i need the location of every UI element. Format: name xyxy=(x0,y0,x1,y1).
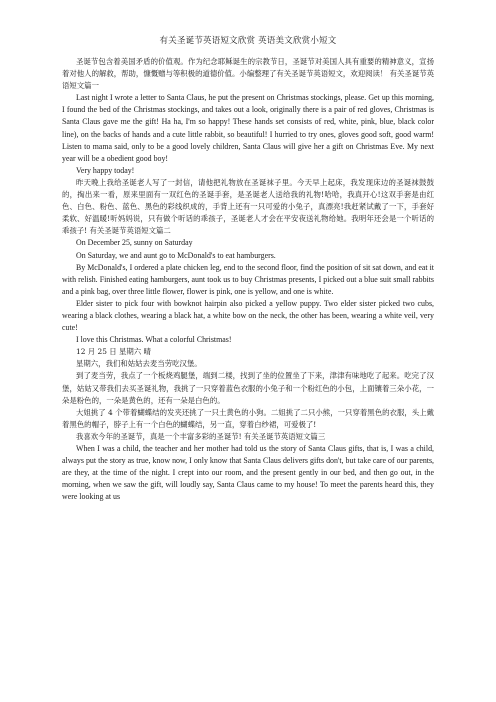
paragraph-essay3-en: When I was a child, the teacher and her mother had told us the story of Santa Claus gifts, that is, I was a child, always put the story as true, know now, I only know that Santa Claus delivers gifts don't, but take care of our parents, are they, at the time of the night. I crept into our room, and the present gently in our bed, and then go out, in the morning, when we saw the gift, will loudly say, Santa Claus came to my house! To meet the parents heard this, they were looking at us xyxy=(62,444,434,502)
document-title: 有关圣诞节英语短文欣赏 英语美文欣赏小短文 xyxy=(159,36,337,46)
paragraph-essay2-cn-body2: 大姐挑了 4 个带着蝴蝶结的发夹还挑了一只土黄色的小狗。二姐挑了二只小熊，一只穿着黑色的衣服，头上戴着黑色的帽子，脖子上有一个白色的蝴蝶结，另一直，穿着白纱裙，可爱极了! xyxy=(62,407,434,429)
paragraph-essay1-cn: 昨天晚上我给圣诞老人写了一封信，请他把礼物放在圣诞袜子里。今天早上起床，我发现床边的圣诞袜鼓鼓的，掏出来一看，原来里面有一双红色的圣诞手套，是圣诞老人送给我的礼物!哈哈，我真开心!这双手套是由红色、白色、粉色、蓝色、黑色的彩线织成的，手背上还有一只可爱的小兔子，真漂亮!我赶紧试戴了一下，手套好柔软、好温暖!听妈妈说，只有做个听话的乖孩子，圣诞老人才会在平安夜送礼物给她。我明年还会是一个听话的乖孩子! 有关圣诞节英语短文篇二 xyxy=(62,177,434,236)
paragraph-essay2-body2: Elder sister to pick four with bowknot hairpin also picked a yellow puppy. Two elder sister picked two cubs, wearing a black clothes, wearing a black hat, a white bow on the neck, the other has been, wearing a white veil, very cute! xyxy=(62,298,434,333)
paragraph-essay2-date: On December 25, sunny on Saturday xyxy=(76,238,193,248)
paragraph-essay1-en-closing: Very happy today! xyxy=(76,165,135,175)
paragraph-essay2-cn-date: 12 月 25 日 星期六 晴 xyxy=(76,347,151,357)
paragraph-essay2-cn-body1: 到了麦当劳，我点了一个板烧鸡腿堡，端到二楼，找到了坐的位置坐了下来，津津有味地吃了起来。吃完了汉堡，姑姑又带我们去买圣诞礼物，我挑了一只穿着蓝色衣服的小兔子和一个粉红色的小包，上面镶着三朵小花，一朵是粉色的，一朵是黄色的，还有一朵是白色的。 xyxy=(62,371,434,405)
paragraph-essay1-en: Last night I wrote a letter to Santa Claus, he put the present on Christmas stockings, please. Get up this morning, I found the bed of the Christmas stockings, and takes out a look, originally there is a pair of red gloves, Christmas is Santa Claus gave me the gift! Ha ha, I'm so happy! These hands set consists of red, white, pink, blue, black color line), on the backs of hands and a cute little rabbit, so beautiful! I hurried to try ones, gloves good soft, good warm! Listen to mama said, only to be a good lovely children, Santa Claus will give her a gift on Christmas Eve. My next year will be a obedient good boy! xyxy=(62,93,434,163)
paragraph-intro: 圣诞节包含着美国矛盾的价值观。作为纪念耶稣诞生的宗教节日，圣诞节对美国人具有重要的精神意义，宣扬着对他人的解救，帮助，慷慨赠与等积极的道德价值。小编整理了有关圣诞节英语短文，欢迎阅读！ 有关圣诞节英语短文篇一 xyxy=(62,57,434,91)
paragraph-essay2-cn-intro: 星期六，我们和姑姑去麦当劳吃汉堡。 xyxy=(76,359,202,369)
paragraph-essay2-closing: I love this Christmas. What a colorful Christmas! xyxy=(76,335,232,345)
paragraph-essay2-intro: On Saturday, we and aunt go to McDonald's to eat hamburgers. xyxy=(76,250,276,260)
paragraph-essay2-cn-closing: 我喜欢今年的圣诞节，真是一个丰富多彩的圣诞节! 有关圣诞节英语短文篇三 xyxy=(76,431,326,441)
paragraph-essay2-body1: By McDonald's, I ordered a plate chicken leg, end to the second floor, find the position of sit sat down, and eat it with relish. Finished eating hamburgers, aunt took us to buy Christmas presents, I picked out a blue suit small rabbits and a pink bag, over three little flower, flower is pink, one is yellow, and one is white. xyxy=(62,262,434,296)
